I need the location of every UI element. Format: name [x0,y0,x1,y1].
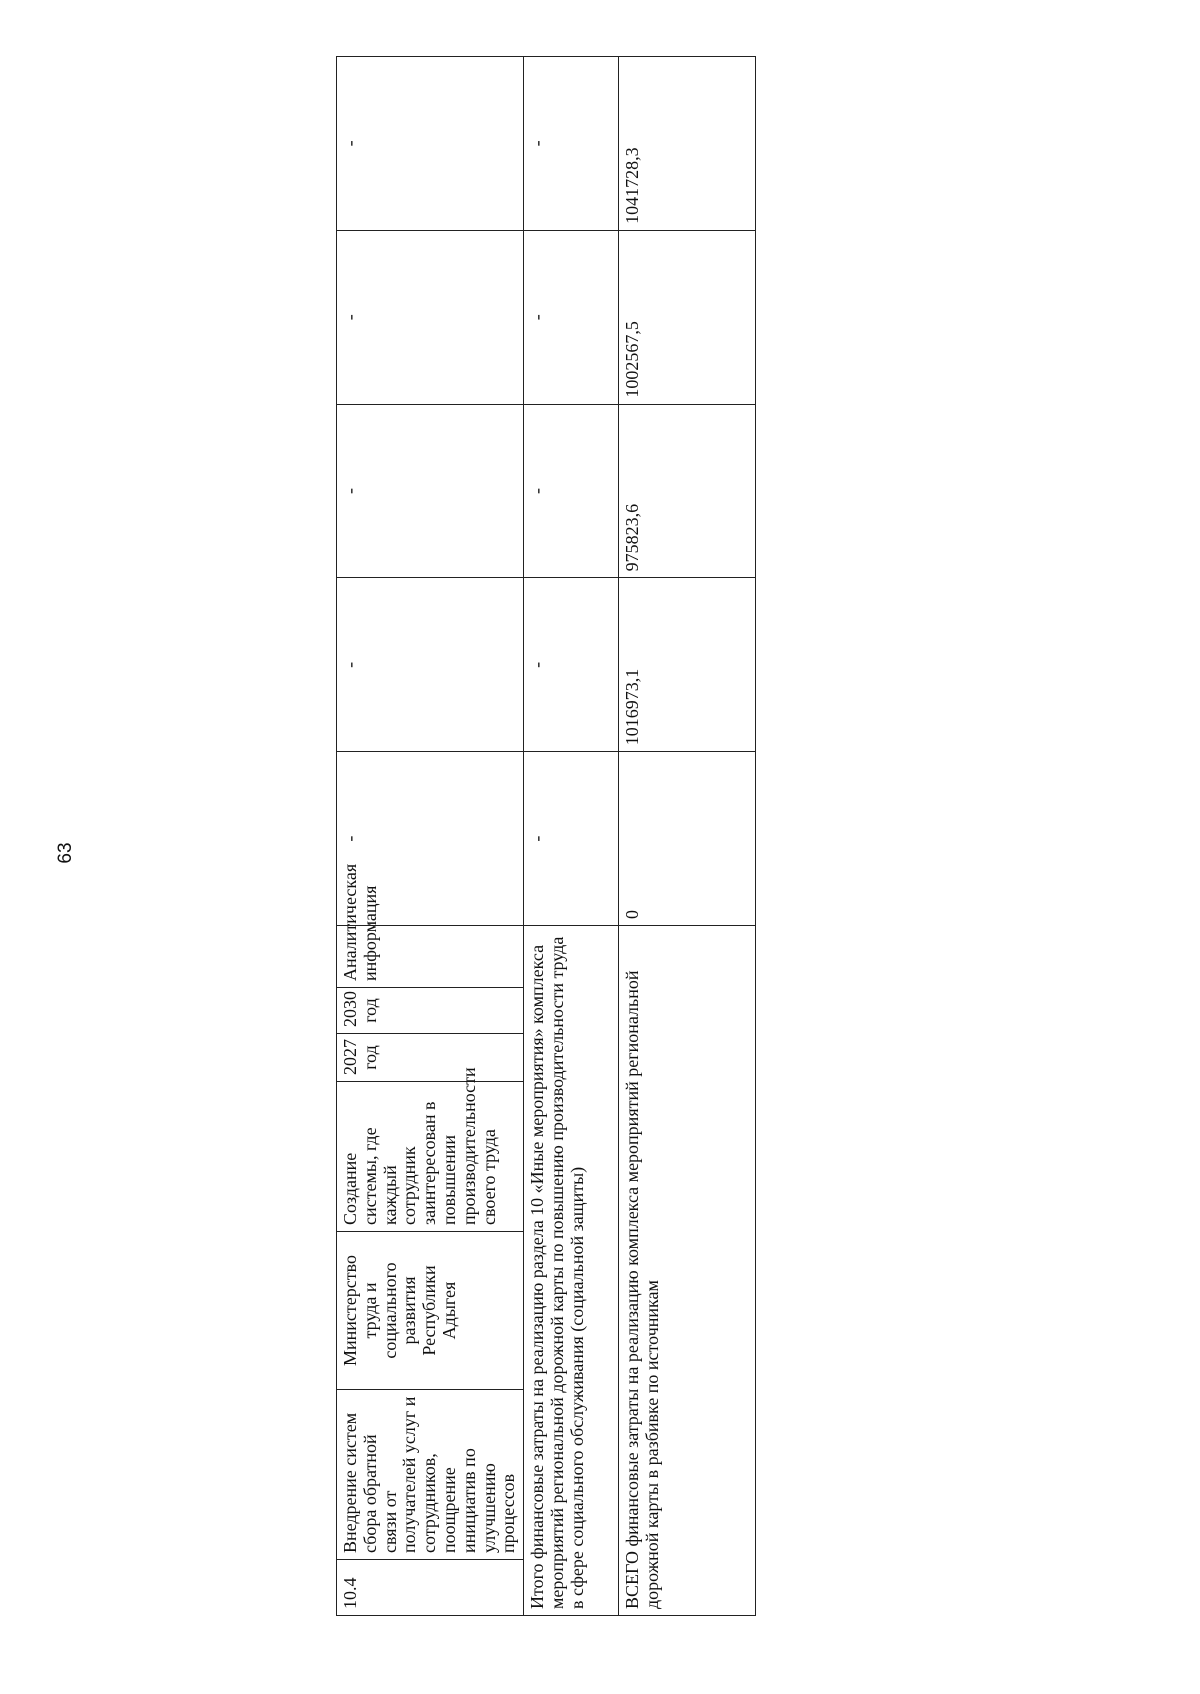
rotated-table-wrapper [336,56,696,1616]
value-cell: - [524,57,619,231]
value-cell: 0 [619,752,756,926]
page-number: 63 [55,842,76,864]
value-cell: - [337,57,524,231]
value-cell: - [337,230,524,404]
value-cell: - [524,404,619,578]
section-total-label: Итого финансовые затраты на реализацию раздела 10 «Иные мероприятия» комплекса мероприятий региональной дорожной карты по повышению производительности труда в сфере социального обслуживания (социальной защиты) [524,926,619,1616]
executor: Министерство труда и социального развития Республики Адыгея [337,1232,524,1390]
value-cell: 975823,6 [619,404,756,578]
value-cell: 1041728,3 [619,57,756,231]
value-cell: - [337,752,524,926]
value-cell: - [337,404,524,578]
value-cell: - [524,230,619,404]
financial-table [336,56,756,1616]
table-row-section-total [524,57,619,1616]
end-year: 2030 год [337,988,524,1034]
value-cell: 1002567,5 [619,230,756,404]
expected-result: Создание системы, где каждый сотрудник заинтересован в повышении производительности своего труда [337,1082,524,1232]
measure-name: Внедрение систем сбора обратной связи от получателей услуг и сотрудников, поощрение инициатив по улучшению процессов [337,1390,524,1560]
table-row-grand-total [619,57,756,1616]
value-cell: - [524,578,619,752]
item-number: 10.4 [337,1560,524,1616]
start-year: 2027 год [337,1034,524,1082]
value-cell: - [337,578,524,752]
report-source: Аналитическая информация [337,926,524,988]
grand-total-label: ВСЕГО финансовые затраты на реализацию комплекса мероприятий региональной дорожной карты в разбивке по источникам [619,926,756,1616]
table-row-10-4 [337,57,524,1616]
value-cell: 1016973,1 [619,578,756,752]
value-cell: - [524,752,619,926]
